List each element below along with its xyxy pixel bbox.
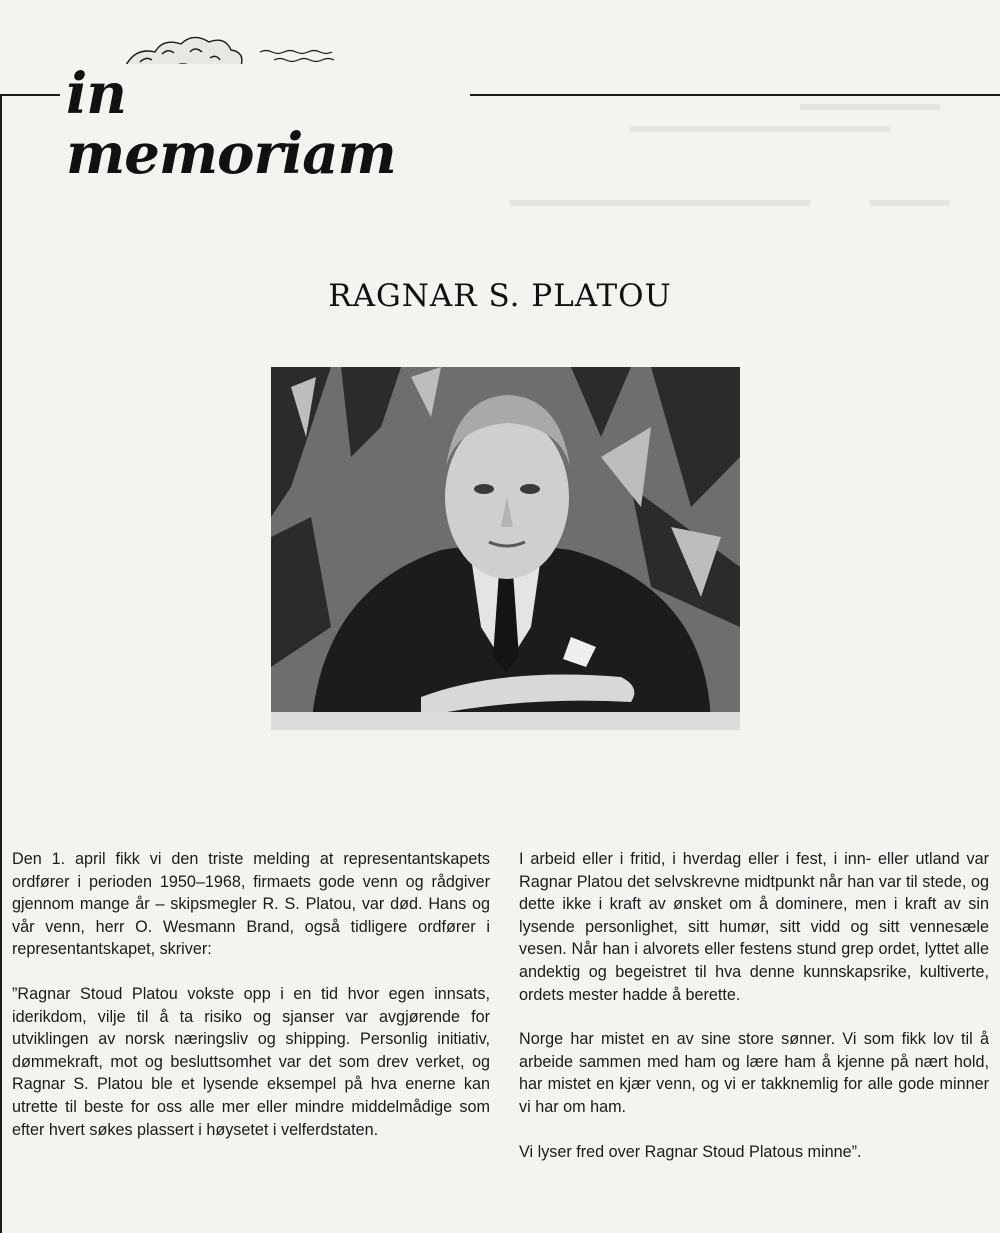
paragraph: ”Ragnar Stoud Platou vokste opp i en tid hvor egen innsats, iderikdom, vilje til å ta risiko og sjanser var avgjørende for utviklingen av norsk næringsliv og shipping. Personlig initiativ, dømmekraft, mot og besluttsomhet var det som drev verket, og Ragnar S. Platou ble et lysende eksempel på hva enerne kan utrette til beste for oss alle mer eller mindre middelmådige som efter hvert søkes plassert i høysetet i velferdstaten. [12,984,490,1139]
bleed-through-line [630,126,890,132]
bleed-through-line [870,200,950,206]
paragraph: I arbeid eller i fritid, i hverdag eller i fest, i inn- eller utland var Ragnar Platou det selvskrevne midtpunkt når han var til stede, og dette ikke i kraft av ønsket om å dominere, men i kraft av sin lysende personlighet, sitt humør, sitt vidd og sitt vennesæle vesen. Når han i alvorets eller festens stund grep ordet, lyttet alle andektig og begeistret til hva denne kunnskapsrike, kultiverte, ordets mester hadde å berette. [519,850,989,1004]
left-border-rule [0,94,2,1233]
portrait-photo [271,367,740,730]
bleed-through-line [800,104,940,110]
article-right-column [519,848,989,1185]
portrait-photo-icon [271,367,740,730]
paragraph: Vi lyser fred over Ragnar Stoud Platous minne”. [519,1142,862,1161]
bleed-through-line [510,200,810,206]
paragraph: Den 1. april fikk vi den triste melding at representantskapets ordfører i perioden 1950–1968, firmaets gode venn og rådgiver gjennom mange år – skipsmegler R. S. Platou, var død. Hans og vår venn, herr O. Wesmann Brand, også tidligere ordfører i representantskapet, skriver: [12,850,490,959]
article-left-column [12,848,490,1163]
article-title: RAGNAR S. PLATOU [328,278,672,314]
logo-text: in memoriam [60,64,470,184]
in-memoriam-logo [50,22,470,187]
paragraph: Norge har mistet en av sine store sønner. Vi som fikk lov til å arbeide sammen med ham og lære ham å kjenne på nært hold, har mistet en kjær venn, og vi er takknemlig for alle gode minner vi har om ham. [519,1030,989,1116]
